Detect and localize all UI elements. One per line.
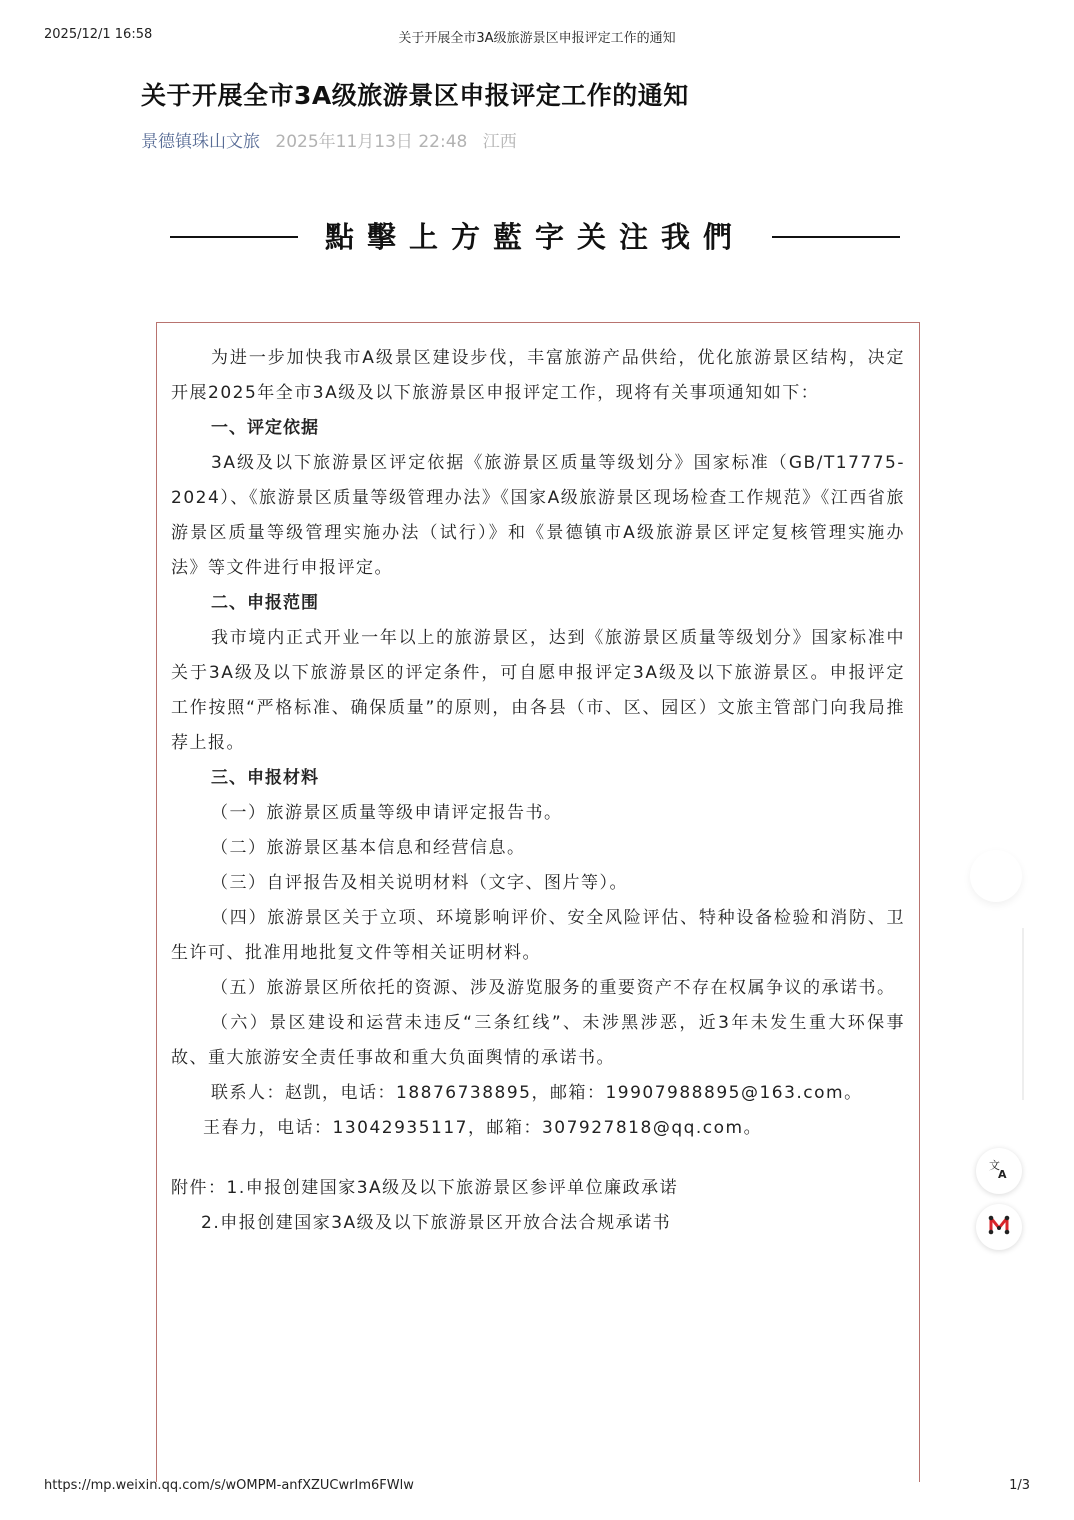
print-page-title: 关于开展全市3A级旅游景区申报评定工作的通知 <box>398 31 676 46</box>
svg-text:A: A <box>998 1168 1007 1180</box>
app-logo-icon <box>986 1212 1012 1242</box>
print-page-number: 1/3 <box>1009 1478 1030 1493</box>
follow-banner <box>170 214 900 260</box>
material-item: （六）景区建设和运营未违反“三条红线”、未涉黑涉恶，近3年未发生重大环保事故、重大旅游安全责任事故和重大负面舆情的承诺书。 <box>171 1013 905 1068</box>
publish-location: 江西 <box>482 132 517 152</box>
article-meta <box>141 127 517 152</box>
app-extension-button[interactable] <box>976 1204 1022 1250</box>
section-heading-materials: 三、申报材料 <box>211 768 319 788</box>
article-title: 关于开展全市3A级旅游景区申报评定工作的通知 <box>141 81 689 110</box>
translate-button[interactable] <box>976 1148 1022 1194</box>
account-name-link[interactable]: 景德镇珠山文旅 <box>141 132 260 152</box>
material-item: （四）旅游景区关于立项、环境影响评价、安全风险评估、特种设备检验和消防、卫生许可、批准用地批复文件等相关证明材料。 <box>171 908 905 963</box>
section-heading-scope: 二、申报范围 <box>211 593 319 613</box>
intro-paragraph: 为进一步加快我市A级景区建设步伐，丰富旅游产品供给，优化旅游景区结构，决定开展2025年全市3A级及以下旅游景区申报评定工作，现将有关事项通知如下： <box>171 348 905 403</box>
banner-text: 點擊上方藍字关注我們 <box>324 220 745 254</box>
material-item: （五）旅游景区所依托的资源、涉及游览服务的重要资产不存在权属争议的承诺书。 <box>211 978 896 998</box>
section-heading-basis: 一、评定依据 <box>211 418 319 438</box>
material-item: （二）旅游景区基本信息和经营信息。 <box>211 838 526 858</box>
spacer <box>171 1146 905 1171</box>
material-item: （一）旅游景区质量等级申请评定报告书。 <box>211 803 563 823</box>
svg-text:文: 文 <box>989 1159 1000 1172</box>
floating-panel-edge <box>970 850 1022 902</box>
notice-body <box>171 341 905 1241</box>
section-body-basis: 3A级及以下旅游景区评定依据《旅游景区质量等级划分》国家标准（GB/T17775-2024）、《旅游景区质量等级管理办法》《国家A级旅游景区现场检查工作规范》《江西省旅游景区质量等级管理实施办法（试行）》和《景德镇市A级旅游景区评定复核管理实施办法》等文件进行申报评定。 <box>171 453 905 578</box>
notice-content-box <box>156 322 920 1482</box>
side-edge-divider <box>1022 928 1024 1100</box>
banner-divider-right <box>772 236 900 238</box>
material-item: （三）自评报告及相关说明材料（文字、图片等）。 <box>211 873 628 893</box>
publish-date: 2025年11月13日 22:48 <box>275 132 468 152</box>
print-url: https://mp.weixin.qq.com/s/wOMPM-anfXZUCwrIm6FWlw <box>44 1478 414 1493</box>
contact-line-1: 联系人：赵凯，电话：18876738895，邮箱：19907988895@163.com。 <box>211 1083 863 1103</box>
translate-icon <box>988 1158 1010 1184</box>
attachment-line-2: 2.申报创建国家3A级及以下旅游景区开放合法合规承诺书 <box>201 1213 672 1233</box>
contact-line-2: 王春力，电话：13042935117，邮箱：307927818@qq.com。 <box>203 1118 763 1138</box>
print-datetime: 2025/12/1 16:58 <box>44 27 153 42</box>
section-body-scope: 我市境内正式开业一年以上的旅游景区，达到《旅游景区质量等级划分》国家标准中关于3A级及以下旅游景区的评定条件，可自愿申报评定3A级及以下旅游景区。申报评定工作按照“严格标准、确保质量”的原则，由各县（市、区、园区）文旅主管部门向我局推荐上报。 <box>171 628 905 753</box>
banner-divider-left <box>170 236 298 238</box>
attachment-line-1: 附件：1.申报创建国家3A级及以下旅游景区参评单位廉政承诺 <box>171 1178 679 1198</box>
